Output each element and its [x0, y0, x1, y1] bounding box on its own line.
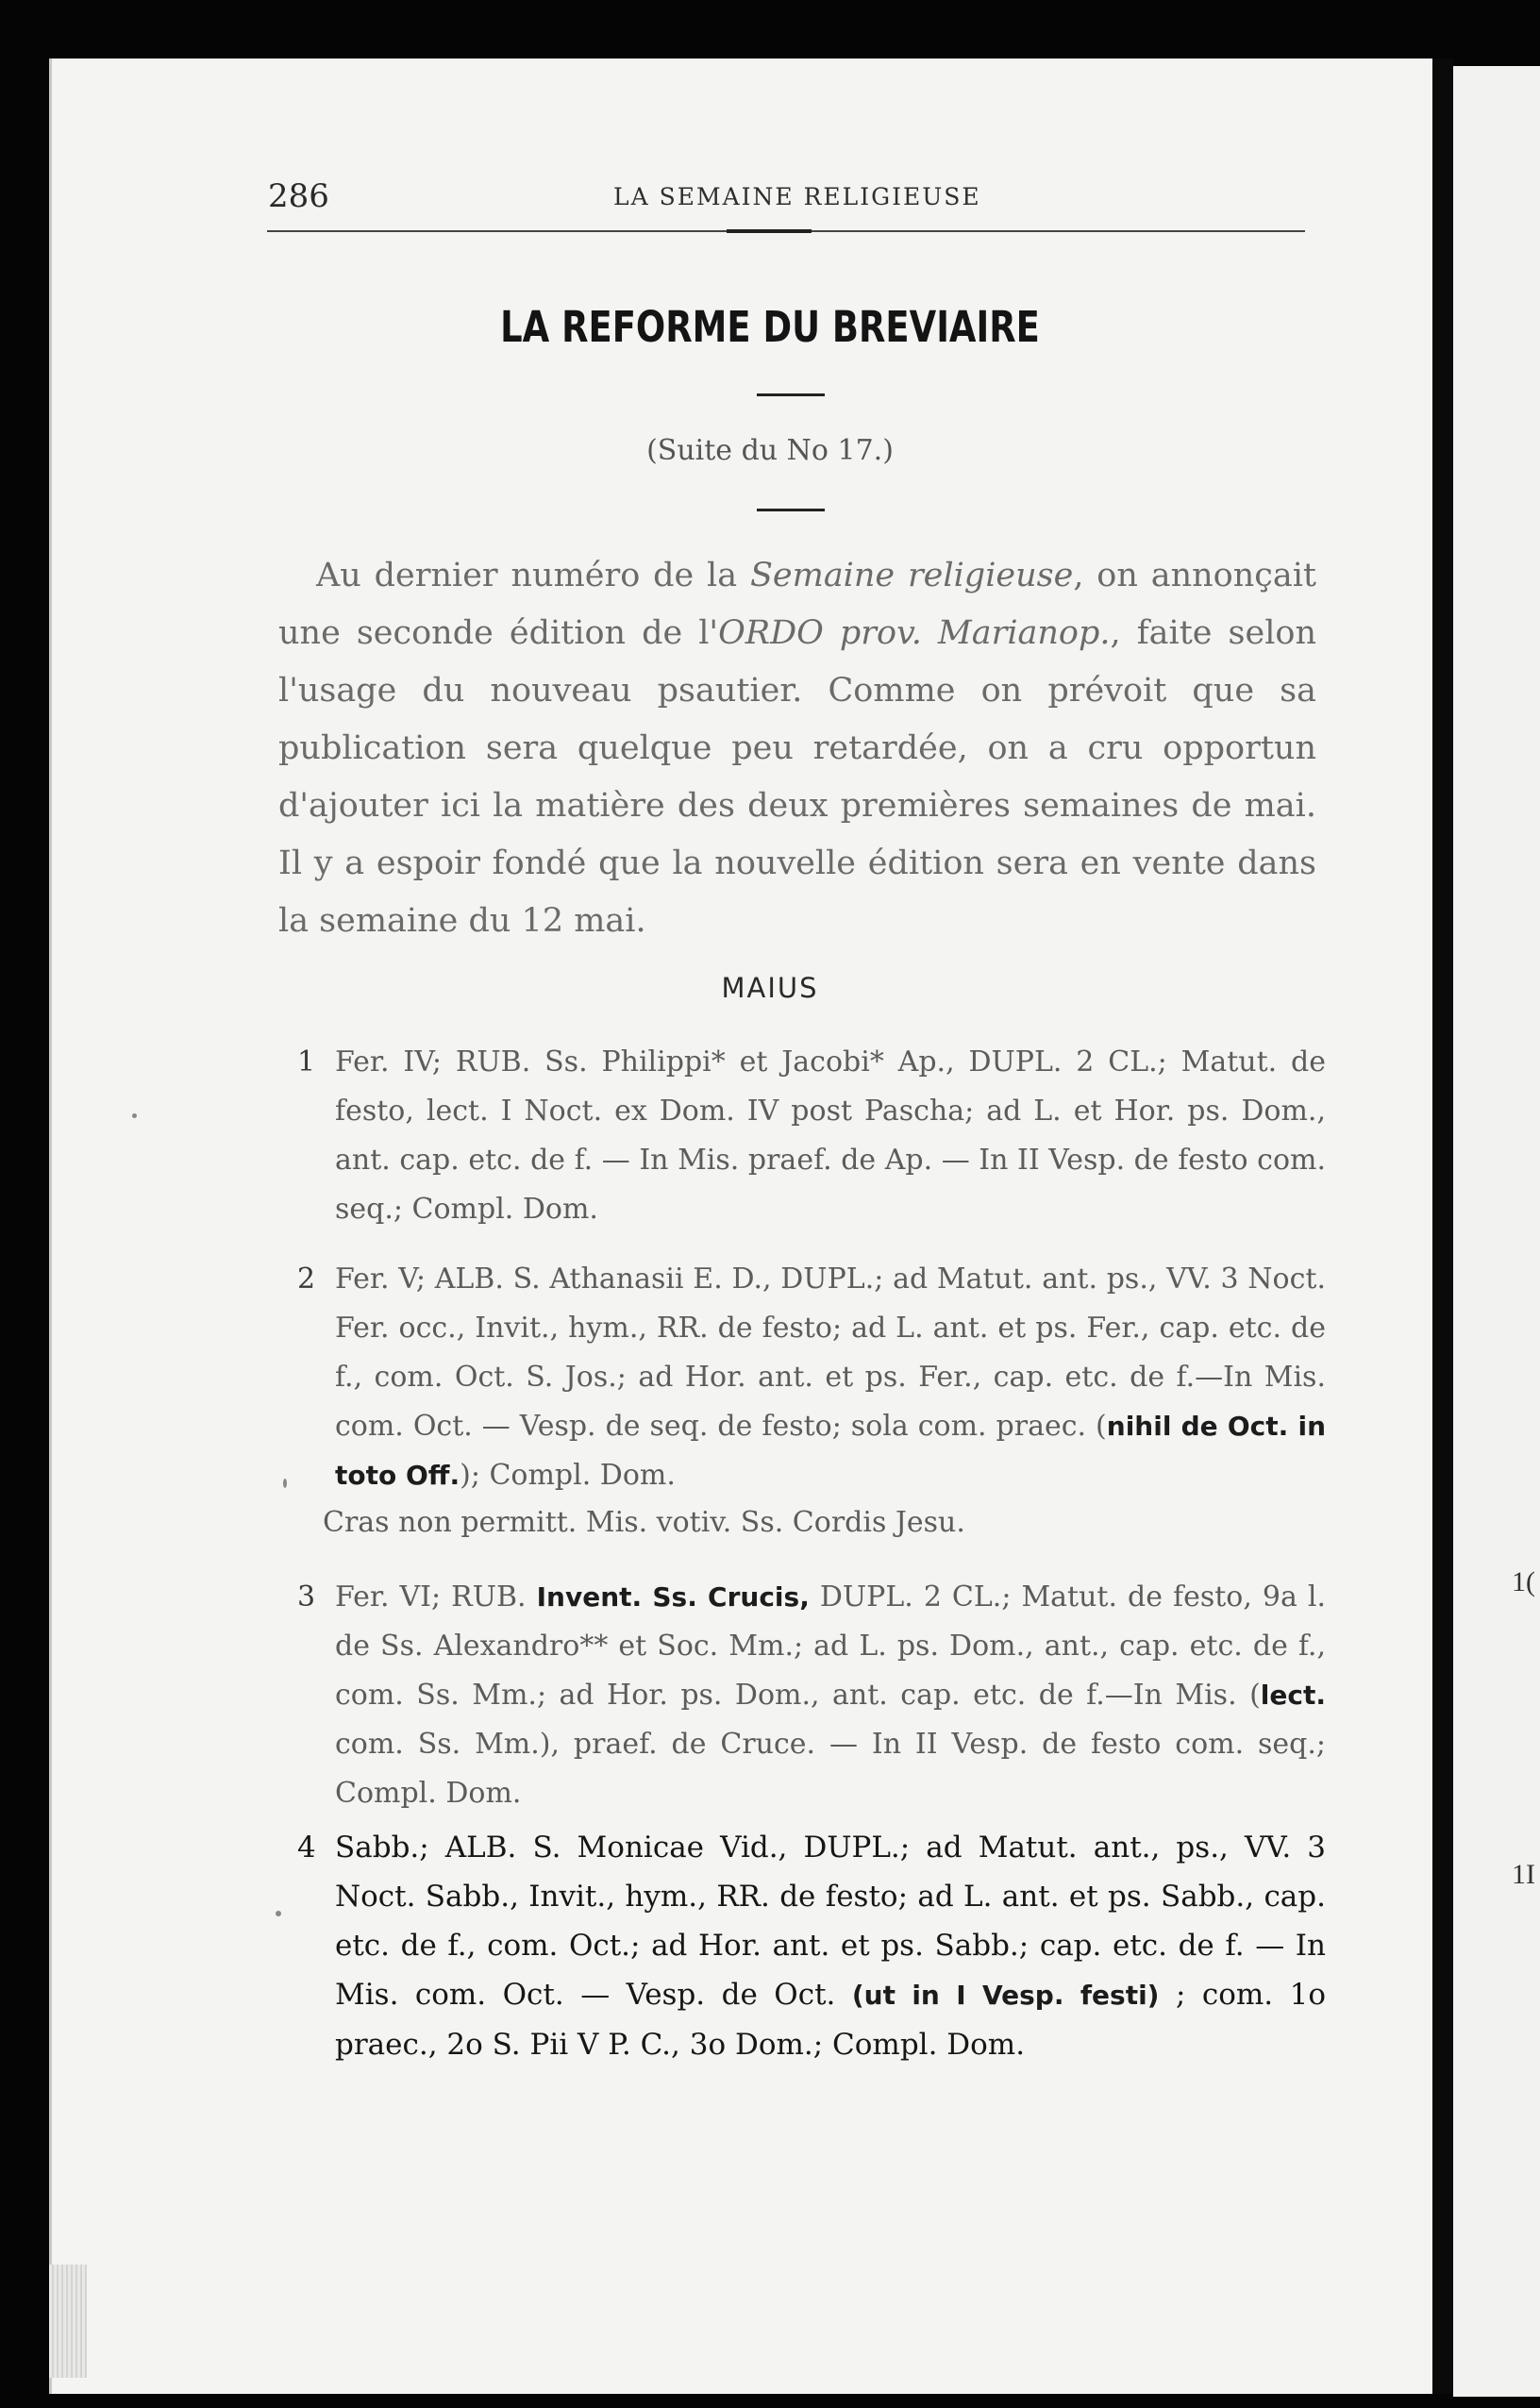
adjacent-page-fragment: 1I	[1512, 1859, 1535, 1890]
entry-day-number: 3	[297, 1580, 316, 1614]
entry-emphasis: lect.	[1260, 1680, 1326, 1711]
subtitle-rule	[757, 509, 825, 511]
publication-name: Semaine religieuse	[749, 557, 1074, 594]
page-number: 286	[268, 177, 329, 215]
ordo-name: ORDO prov. Marianop.	[718, 614, 1111, 652]
scan-speck	[283, 1479, 287, 1488]
article-title: LA REFORME DU BREVIAIRE	[500, 302, 1040, 352]
rubric-note: Cras non permitt. Mis. votiv. Ss. Cordis Jesu.	[323, 1506, 965, 1539]
adjacent-page-fragment: 1(	[1512, 1566, 1535, 1597]
entry-day-number: 4	[297, 1831, 316, 1865]
calendar-entry	[297, 1038, 1326, 1234]
header-rule-accent	[727, 229, 812, 233]
entry-emphasis: Invent. Ss. Crucis,	[536, 1581, 810, 1613]
scan-speck	[132, 1113, 137, 1118]
entry-day-number: 2	[297, 1263, 316, 1296]
calendar-entry: 2 Fer. V; ALB. S. Athanasii E. D., DUPL.; ad Matut. ant. ps., VV. 3 Noct. Fer. occ., Invit., hym., RR. de festo; ad L. ant. et ps. Fer., cap. etc. de f., com. Oct. S. Jos.; ad Hor. ant. et ps. Fer., cap. etc. de f.—In Mis. com. Oct. — Vesp. de seq. de festo; sola com. praec. (nihil de Oct. in toto Off.); Compl. Dom.	[335, 1255, 1326, 1500]
running-head: LA SEMAINE RELIGIEUSE	[613, 183, 981, 210]
calendar-entry: 3 Fer. VI; RUB. Invent. Ss. Crucis, DUPL. 2 CL.; Matut. de festo, 9a l. de Ss. Alexandro** et Soc. Mm.; ad L. ps. Dom., ant., cap. etc. de f., com. Ss. Mm.; ad Hor. ps. Dom., ant. cap. etc. de f.—In Mis. (lect. com. Ss. Mm.), praef. de Cruce. — In II Vesp. de festo com. seq.; Compl. Dom.	[335, 1573, 1326, 1818]
title-rule	[757, 393, 825, 396]
adjacent-page	[1453, 66, 1540, 2397]
scan-border	[0, 0, 1540, 59]
page-edges	[49, 2265, 87, 2378]
book-gutter	[1432, 59, 1453, 2394]
intro-paragraph: Au dernier numéro de la Semaine religieuse, on annonçait une seconde édition de l'ORDO prov. Marianop., faite selon l'usage du nouveau psautier. Comme on prévoit que sa publication sera quelque peu retardée, on a cru opportun d'ajouter ici la matière des deux premières semaines de mai. Il y a espoir fondé que la nouvelle édition sera en vente dans la semaine du 12 mai.	[278, 557, 1316, 940]
entry-text: Fer. IV; RUB. Ss. Philippi* et Jacobi* Ap., DUPL. 2 CL.; Matut. de festo, lect. I Noct. ex Dom. IV post Pascha; ad L. et Hor. ps. Dom., ant. cap. etc. de f. — In Mis. praef. de Ap. — In II Vesp. de festo com. seq.; Compl. Dom.	[335, 1045, 1326, 1226]
calendar-entry: 4 Sabb.; ALB. S. Monicae Vid., DUPL.; ad Matut. ant., ps., VV. 3 Noct. Sabb., Invit., hym., RR. de festo; ad L. ant. et ps. Sabb., cap. etc. de f., com. Oct.; ad Hor. ant. et ps. Sabb.; cap. etc. de f. — In Mis. com. Oct. — Vesp. de Oct. (ut in I Vesp. festi) ; com. 1o praec., 2o S. Pii V P. C., 3o Dom.; Compl. Dom.	[335, 1823, 1326, 2069]
article-subtitle: (Suite du No 17.)	[646, 434, 894, 467]
entry-day-number: 1	[297, 1045, 316, 1079]
scan-speck	[276, 1911, 281, 1916]
entry-emphasis: (ut in I Vesp. festi)	[851, 1980, 1160, 2011]
entry-emphasis: nihil de Oct. in toto Off.	[335, 1411, 1327, 1491]
running-header	[217, 177, 1302, 215]
section-title: MAIUS	[721, 972, 819, 1004]
